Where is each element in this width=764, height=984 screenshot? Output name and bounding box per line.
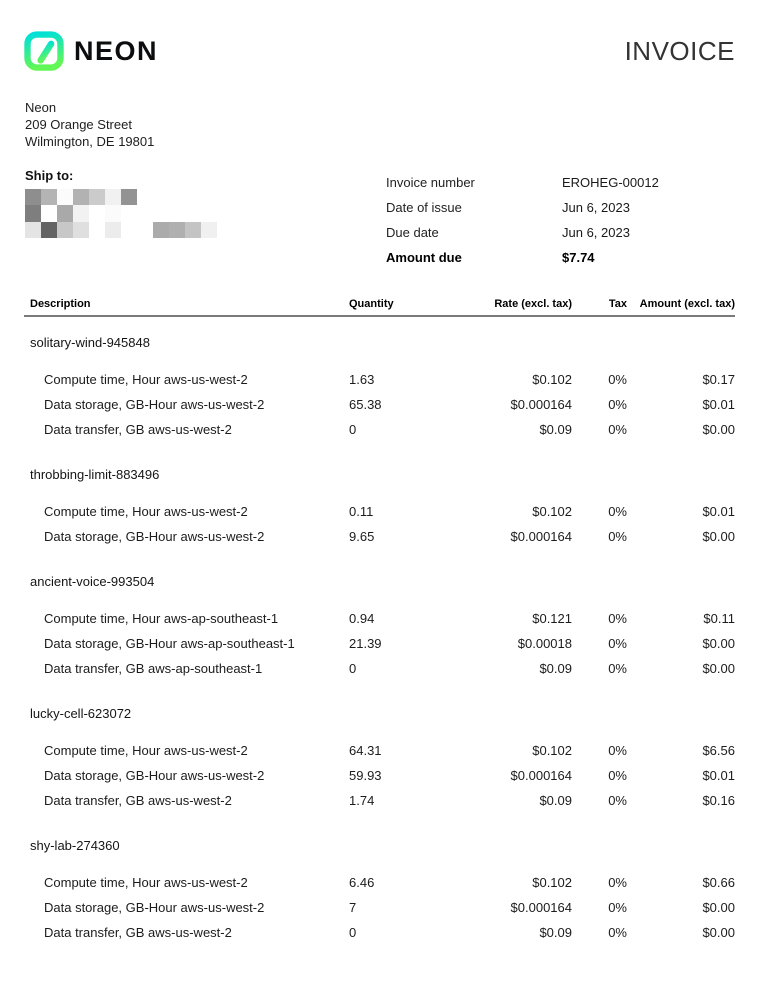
table-body (24, 330, 735, 945)
cell-tax: 0% (608, 875, 627, 890)
invoice-meta (386, 170, 740, 270)
cell-description: Compute time, Hour aws-us-west-2 (44, 743, 248, 758)
cell-description: Data storage, GB-Hour aws-us-west-2 (44, 768, 265, 783)
brand-wordmark: NEON (74, 35, 159, 66)
cell-tax: 0% (608, 743, 627, 758)
project-name: shy-lab-274360 (30, 838, 120, 853)
cell-quantity: 6.46 (349, 875, 375, 890)
cell-description: Data transfer, GB aws-ap-southeast-1 (44, 661, 263, 676)
cell-amount: $0.00 (702, 900, 735, 915)
cell-rate: $0.102 (532, 504, 572, 519)
project-group (24, 330, 735, 442)
cell-quantity: 64.31 (349, 743, 382, 758)
cell-description: Data transfer, GB aws-us-west-2 (44, 793, 232, 808)
cell-tax: 0% (608, 661, 627, 676)
cell-quantity: 1.74 (349, 793, 375, 808)
cell-quantity: 1.63 (349, 372, 375, 387)
project-name: solitary-wind-945848 (30, 335, 150, 350)
cell-rate: $0.000164 (510, 529, 572, 544)
company-city: Wilmington, DE 19801 (25, 134, 155, 149)
cell-quantity: 0 (349, 422, 357, 437)
cell-quantity: 0 (349, 661, 357, 676)
project-group (24, 701, 735, 813)
ship-to-label: Ship to: (25, 168, 74, 183)
table-row (24, 631, 735, 656)
amount-due-label: Amount due (386, 250, 462, 265)
project-name: throbbing-limit-883496 (30, 467, 160, 482)
cell-rate: $0.000164 (510, 397, 572, 412)
table-row (24, 763, 735, 788)
brand (23, 30, 158, 72)
cell-amount: $0.11 (703, 611, 735, 626)
page-title: INVOICE (624, 35, 735, 66)
cell-tax: 0% (608, 925, 627, 940)
cell-quantity: 0.11 (349, 504, 374, 519)
company-address (25, 99, 764, 150)
table-row (24, 788, 735, 813)
cell-quantity: 0 (349, 925, 357, 940)
cell-description: Data storage, GB-Hour aws-ap-southeast-1 (44, 636, 295, 651)
header-quantity: Quantity (349, 298, 394, 310)
date-of-issue-label: Date of issue (386, 200, 462, 215)
cell-amount: $0.00 (702, 661, 735, 676)
cell-amount: $0.01 (702, 768, 735, 783)
table-header-row (24, 293, 735, 317)
redacted-ship-to-address (25, 189, 386, 238)
cell-rate: $0.000164 (510, 768, 572, 783)
cell-rate: $0.121 (532, 611, 572, 626)
cell-tax: 0% (608, 422, 627, 437)
table-row (24, 606, 735, 631)
invoice-number-label: Invoice number (386, 175, 475, 190)
cell-amount: $0.66 (702, 875, 735, 890)
cell-tax: 0% (608, 372, 627, 387)
cell-quantity: 9.65 (349, 529, 375, 544)
cell-amount: $0.01 (702, 504, 735, 519)
cell-rate: $0.00018 (517, 636, 572, 651)
cell-amount: $0.17 (702, 372, 735, 387)
cell-amount: $0.00 (702, 422, 735, 437)
cell-rate: $0.000164 (510, 900, 572, 915)
meta-row-due-date (386, 220, 740, 245)
company-name: Neon (25, 100, 57, 115)
ship-to-block (25, 167, 386, 270)
cell-quantity: 65.38 (349, 397, 382, 412)
cell-description: Data storage, GB-Hour aws-us-west-2 (44, 397, 265, 412)
cell-tax: 0% (608, 768, 627, 783)
table-row (24, 367, 735, 392)
table-row (24, 524, 735, 549)
cell-rate: $0.09 (539, 422, 572, 437)
cell-description: Data storage, GB-Hour aws-us-west-2 (44, 900, 265, 915)
cell-tax: 0% (608, 529, 627, 544)
table-row (24, 738, 735, 763)
cell-description: Data storage, GB-Hour aws-us-west-2 (44, 529, 265, 544)
due-date-label: Due date (386, 225, 439, 240)
meta-row-invoice-number (386, 170, 740, 195)
cell-tax: 0% (608, 900, 627, 915)
meta-row-date-of-issue (386, 195, 740, 220)
table-row (24, 920, 735, 945)
cell-tax: 0% (608, 611, 627, 626)
cell-description: Data transfer, GB aws-us-west-2 (44, 925, 232, 940)
table-row (24, 499, 735, 524)
neon-logo-icon (23, 30, 65, 72)
amount-due-value: $7.74 (562, 250, 595, 265)
cell-amount: $0.00 (702, 636, 735, 651)
cell-amount: $0.16 (702, 793, 735, 808)
invoice-page (0, 30, 764, 984)
cell-quantity: 7 (349, 900, 357, 915)
cell-tax: 0% (608, 793, 627, 808)
cell-description: Compute time, Hour aws-us-west-2 (44, 875, 248, 890)
project-group (24, 569, 735, 681)
cell-description: Compute time, Hour aws-ap-southeast-1 (44, 611, 279, 626)
cell-amount: $0.00 (702, 925, 735, 940)
cell-rate: $0.09 (539, 793, 572, 808)
header-tax: Tax (608, 298, 627, 310)
cell-quantity: 59.93 (349, 768, 382, 783)
cell-description: Compute time, Hour aws-us-west-2 (44, 504, 248, 519)
cell-description: Compute time, Hour aws-us-west-2 (44, 372, 248, 387)
cell-tax: 0% (608, 397, 627, 412)
invoice-header (23, 30, 735, 72)
info-section (0, 167, 764, 270)
header-amount: Amount (excl. tax) (639, 298, 735, 310)
cell-quantity: 0.94 (349, 611, 375, 626)
company-street: 209 Orange Street (25, 117, 132, 132)
cell-quantity: 21.39 (349, 636, 382, 651)
table-row (24, 392, 735, 417)
header-description: Description (30, 298, 91, 310)
project-name: lucky-cell-623072 (30, 706, 132, 721)
project-group (24, 462, 735, 549)
cell-tax: 0% (608, 504, 627, 519)
due-date-value: Jun 6, 2023 (562, 225, 630, 240)
cell-rate: $0.102 (532, 743, 572, 758)
cell-rate: $0.102 (532, 875, 572, 890)
cell-tax: 0% (608, 636, 627, 651)
cell-amount: $0.01 (702, 397, 735, 412)
meta-row-amount-due (386, 245, 740, 270)
line-items-table (24, 293, 735, 945)
table-row (24, 870, 735, 895)
cell-rate: $0.09 (539, 661, 572, 676)
invoice-number-value: EROHEG-00012 (562, 175, 659, 190)
project-name: ancient-voice-993504 (30, 574, 155, 589)
cell-description: Data transfer, GB aws-us-west-2 (44, 422, 232, 437)
project-group (24, 833, 735, 945)
table-row (24, 656, 735, 681)
cell-amount: $0.00 (702, 529, 735, 544)
cell-amount: $6.56 (702, 743, 735, 758)
table-row (24, 417, 735, 442)
cell-rate: $0.09 (539, 925, 572, 940)
cell-rate: $0.102 (532, 372, 572, 387)
date-of-issue-value: Jun 6, 2023 (562, 200, 630, 215)
header-rate: Rate (excl. tax) (494, 298, 572, 310)
table-row (24, 895, 735, 920)
